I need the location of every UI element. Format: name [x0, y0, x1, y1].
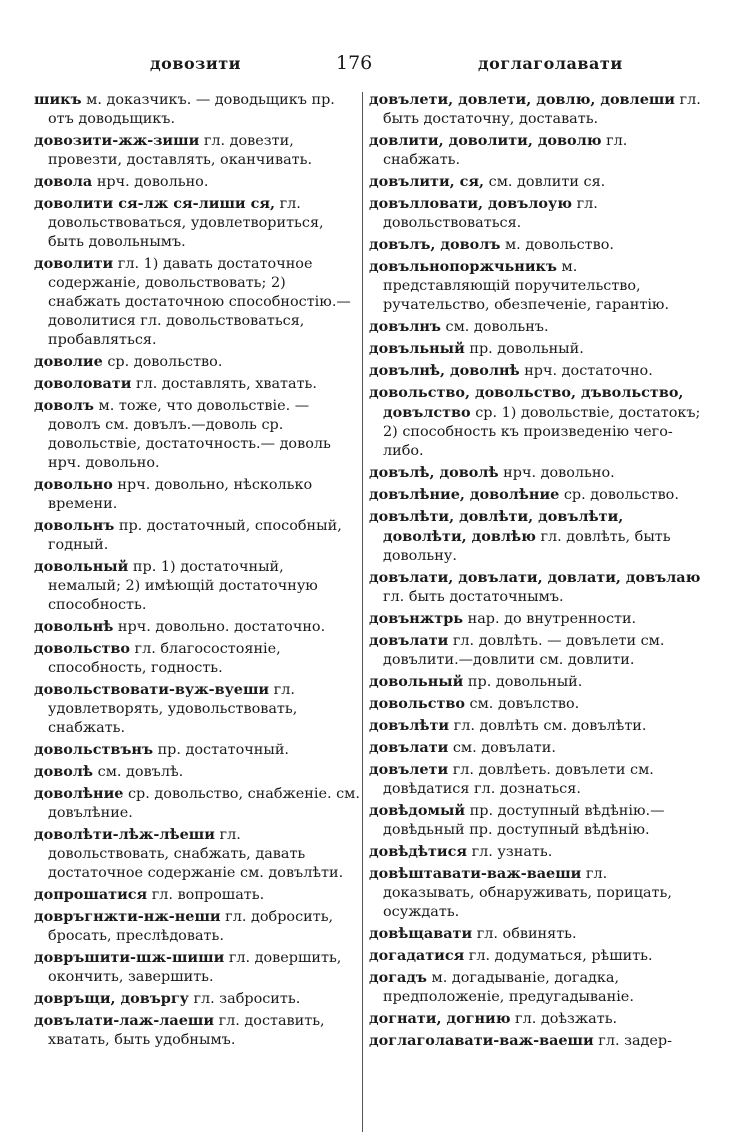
entry-definition: гл. довлѣть см. довълѣти. [449, 718, 647, 734]
entry-headword: шикъ [34, 91, 82, 108]
entry-headword: доволѣ [34, 763, 94, 780]
entry-definition: см. довольнъ. [440, 319, 549, 335]
dictionary-entry [34, 516, 360, 555]
entry-headword: довольнѣ [34, 618, 114, 635]
dictionary-entry [369, 383, 701, 461]
entry-headword: довола [34, 173, 93, 190]
dictionary-entry [369, 1031, 701, 1051]
entry-headword: довольство, довольство, дъвольство, довълство [369, 384, 684, 421]
entry-headword: довръгнжти-нж-неши [34, 908, 221, 925]
entry-definition: гл. додуматься, рѣшить. [464, 948, 653, 964]
entry-headword: доглаголавати-важ-ваеши [369, 1032, 594, 1049]
entry-definition: гл. узнать. [467, 844, 553, 860]
dictionary-entry [369, 361, 701, 381]
entry-definition: нрч. довольно, нѣсколько времени. [48, 477, 313, 512]
dictionary-entry [369, 760, 701, 799]
entry-definition: м. довольство. [500, 237, 614, 253]
entry-headword: доволѣти-лѣж-лѣеши [34, 826, 215, 843]
dictionary-entry [34, 825, 360, 883]
right-column [369, 90, 701, 1053]
dictionary-entry [34, 172, 360, 192]
dictionary-entry [34, 989, 360, 1009]
entry-headword: довълъ, доволъ [369, 236, 501, 253]
dictionary-entry [34, 907, 360, 946]
entry-definition: см. довълати. [448, 740, 556, 756]
dictionary-entry [369, 946, 701, 966]
entry-definition: гл. забросить. [188, 991, 301, 1007]
entry-definition: гл. доказывать, обнаруживать, порицать, осуждать. [383, 866, 672, 920]
entry-headword: довѣдомый [369, 802, 466, 819]
entry-definition: гл. быть достаточну, доставать. [383, 92, 701, 127]
entry-headword: довръшити-шж-шиши [34, 949, 225, 966]
dictionary-entry [369, 257, 701, 315]
dictionary-entry [34, 90, 360, 129]
entry-definition: м. доказчикъ. — доводьщикъ пр. отъ доводьщикъ. [48, 92, 335, 127]
dictionary-entry [34, 740, 360, 760]
dictionary-entry [34, 680, 360, 738]
dictionary-entry [34, 1011, 360, 1050]
entry-definition: гл. доѣзжать. [510, 1011, 618, 1027]
entry-headword: довълловати, довълоую [369, 195, 572, 212]
dictionary-entry [369, 842, 701, 862]
entry-definition: см. довълѣ. [93, 764, 184, 780]
entry-definition: ср. довольство, снабженіе. см. довълѣние. [48, 786, 360, 821]
dictionary-entry [369, 317, 701, 337]
entry-headword: довольный [34, 558, 129, 575]
entry-definition: нрч. довольно. [498, 465, 615, 481]
dictionary-entry [369, 485, 701, 505]
entry-headword: доволити ся-лж ся-лиши ся, [34, 195, 276, 212]
entry-definition: гл. 1) давать достаточное содержаніе, довольствовать; 2) снабжать достаточною способностію.— доволитися гл. довольствоваться, пробавляться. [48, 256, 351, 348]
entry-definition: гл. довольствоваться, удовлетвориться, быть довольнымъ. [48, 196, 324, 250]
dictionary-entry [369, 672, 701, 692]
entry-definition: гл. довезти, провезти, доставлять, оканчивать. [48, 133, 313, 168]
entry-definition: ср. довольство. [559, 487, 679, 503]
left-column [34, 90, 360, 1052]
entry-definition: пр. достаточный. [153, 742, 290, 758]
entry-definition: пр. достаточный, способный, годный. [48, 518, 342, 553]
entry-definition: см. довълство. [464, 696, 580, 712]
column-divider [362, 92, 363, 1132]
entry-headword: довѣдѣтися [369, 843, 468, 860]
entry-headword: доволъ [34, 397, 94, 414]
dictionary-entry [369, 172, 701, 192]
entry-headword: довълѣние, доволѣние [369, 486, 560, 503]
dictionary-entry [34, 885, 360, 905]
page-number: 176 [336, 52, 373, 74]
dictionary-entry [34, 948, 360, 987]
entry-definition: м. догадываніе, догадка, предположеніе, предугадываніе. [383, 970, 634, 1005]
page-header [0, 52, 731, 82]
entry-headword: довълати [369, 632, 449, 649]
dictionary-entry [369, 568, 701, 607]
dictionary-entry [369, 631, 701, 670]
dictionary-entry [369, 1009, 701, 1029]
dictionary-entry [369, 968, 701, 1007]
entry-definition: гл. довершить, окончить, завершить. [48, 950, 342, 985]
dictionary-entry [369, 738, 701, 758]
entry-definition: ср. 1) довольствіе, достатокъ; 2) способность къ произведенію чего-либо. [383, 405, 701, 459]
dictionary-entry [369, 339, 701, 359]
dictionary-entry [34, 475, 360, 514]
dictionary-entry [34, 762, 360, 782]
dictionary-entry [34, 784, 360, 823]
dictionary-entry [34, 352, 360, 372]
entry-definition: гл. довлѣть. — довълети см. довълити.—довлити см. довлити. [383, 633, 665, 668]
running-head-left: довозити [150, 54, 241, 73]
dictionary-entry [34, 557, 360, 615]
entry-headword: довозити-жж-зиши [34, 132, 200, 149]
entry-definition: м. представляющій поручительство, ручательство, обезпеченіе, гарантію. [383, 259, 670, 313]
entry-definition: пр. доступный вѣдѣнію.— довѣдьный пр. доступный вѣдѣнію. [383, 803, 665, 838]
entry-definition: пр. довольный. [464, 341, 584, 357]
entry-definition: гл. доставить, хватать, быть удобнымъ. [48, 1013, 325, 1048]
dictionary-entry [34, 396, 360, 473]
entry-definition: м. тоже, что довольствіе. — доволъ см. довълъ.—доволь ср. довольствіе, достаточность.— доволь нрч. довольно. [48, 398, 331, 471]
entry-headword: довълети, довлети, довлю, довлеши [369, 91, 675, 108]
dictionary-entry [34, 639, 360, 678]
entry-headword: доволовати [34, 375, 132, 392]
entry-definition: гл. довольствовать, снабжать, давать достаточное содержаніе см. довълѣти. [48, 827, 344, 881]
dictionary-entry [369, 131, 701, 170]
entry-headword: догадатися [369, 947, 465, 964]
entry-headword: довънжтрь [369, 610, 464, 627]
entry-definition: гл. задер- [593, 1033, 672, 1049]
entry-definition: гл. благосостояніе, способность, годность. [48, 641, 281, 676]
entry-definition: гл. добросить, бросать, преслѣдовать. [48, 909, 334, 944]
entry-definition: гл. довольствоваться. [383, 196, 598, 231]
entry-headword: довольствънъ [34, 741, 153, 758]
entry-headword: довольство [34, 640, 130, 657]
entry-definition: нрч. достаточно. [519, 363, 653, 379]
entry-definition: гл. вопрошать. [147, 887, 265, 903]
dictionary-entry [369, 90, 701, 129]
entry-headword: догнати, догнию [369, 1010, 511, 1027]
dictionary-entry [369, 864, 701, 922]
entry-definition: ср. довольство. [102, 354, 223, 370]
entry-definition: см. довлити ся. [484, 174, 606, 190]
entry-headword: довълѣти, довлѣти, довълѣти, доволѣти, довлѣю [369, 508, 624, 545]
entry-headword: довѣщавати [369, 925, 473, 942]
entry-headword: доволѣние [34, 785, 124, 802]
dictionary-entry [369, 609, 701, 629]
entry-headword: допрошатися [34, 886, 148, 903]
entry-headword: довольнъ [34, 517, 115, 534]
entry-headword: довълѣ, доволѣ [369, 464, 499, 481]
entry-headword: догадъ [369, 969, 427, 986]
entry-headword: довольство [369, 695, 465, 712]
entry-headword: довълити, ся, [369, 173, 485, 190]
entry-definition: гл. доставлять, хватать. [131, 376, 317, 392]
entry-headword: довольствовати-вуж-вуеши [34, 681, 270, 698]
entry-headword: довълнѣ, доволнѣ [369, 362, 520, 379]
entry-headword: довълати [369, 739, 449, 756]
entry-headword: довълати, довълати, довлати, довълаю [369, 569, 701, 586]
entry-definition: пр. 1) достаточный, немалый; 2) имѣющій достаточную способность. [48, 559, 318, 613]
entry-definition: пр. довольный. [463, 674, 583, 690]
dictionary-entry [369, 194, 701, 233]
entry-definition: гл. быть достаточнымъ. [383, 589, 564, 605]
entry-headword: доволие [34, 353, 103, 370]
entry-headword: довълати-лаж-лаеши [34, 1012, 215, 1029]
dictionary-entry [369, 235, 701, 255]
entry-definition: гл. довлѣеть. довълети см. довѣдатися гл. дознаться. [383, 762, 654, 797]
entry-definition: нрч. довольно. [92, 174, 209, 190]
entry-headword: довъльный [369, 340, 465, 357]
dictionary-entry [369, 924, 701, 944]
dictionary-entry [369, 801, 701, 840]
entry-definition: гл. довлѣть, быть довольну. [383, 529, 671, 564]
entry-headword: довлити, доволити, доволю [369, 132, 602, 149]
entry-headword: довольный [369, 673, 464, 690]
dictionary-entry [34, 254, 360, 350]
dictionary-entry [369, 716, 701, 736]
entry-headword: довръщи, довъргу [34, 990, 189, 1007]
entry-definition: гл. удовлетворять, удовольствовать, снабжать. [48, 682, 298, 736]
entry-headword: довѣштавати-важ-ваеши [369, 865, 582, 882]
dictionary-entry [34, 374, 360, 394]
entry-definition: гл. снабжать. [383, 133, 628, 168]
dictionary-entry [34, 617, 360, 637]
entry-headword: довълети [369, 761, 449, 778]
dictionary-entry [369, 507, 701, 566]
entry-headword: доволити [34, 255, 114, 272]
entry-definition: нрч. довольно. достаточно. [113, 619, 326, 635]
entry-headword: довольно [34, 476, 113, 493]
dictionary-entry [369, 694, 701, 714]
dictionary-entry [34, 131, 360, 170]
dictionary-entry [369, 463, 701, 483]
entry-definition: гл. обвинять. [472, 926, 577, 942]
dictionary-entry [34, 194, 360, 252]
entry-definition: нар. до внутренности. [463, 611, 637, 627]
entry-headword: довълѣти [369, 717, 450, 734]
running-head-right: доглаголавати [478, 54, 623, 73]
entry-headword: довъльнопоржчьникъ [369, 258, 557, 275]
entry-headword: довълнъ [369, 318, 441, 335]
